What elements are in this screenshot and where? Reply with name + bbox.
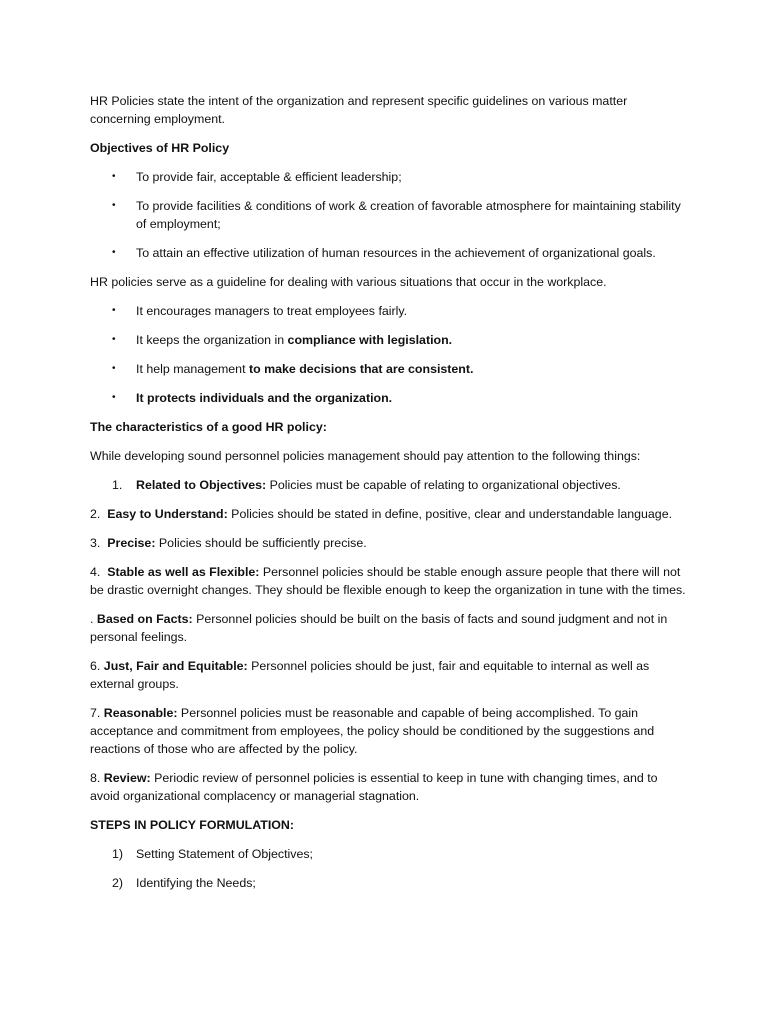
bullet-icon: • [112, 392, 116, 403]
list-item: • It keeps the organization in compliance with legislation. [112, 333, 453, 347]
list-item: • To provide fair, acceptable & efficient leadership; [112, 170, 402, 184]
step-item: 2) Identifying the Needs; [112, 876, 256, 890]
bullet-icon: • [112, 200, 116, 211]
characteristic-item: 8. Review: Periodic review of personnel policies is essential to keep in tune with changing times, and to avoid organizational complacency or managerial stagnation. [90, 771, 658, 803]
bullet-icon: • [112, 305, 116, 316]
bullet-icon: • [112, 334, 116, 345]
bullet-icon: • [112, 247, 116, 258]
characteristic-item: 7. Reasonable: Personnel policies must be reasonable and capable of being accomplished. To gain acceptance and commitment from employees, the policy should be conditioned by the suggestions and reactions of those who are affected by the policy. [90, 706, 655, 756]
list-item: • It protects individuals and the organization. [112, 391, 393, 405]
list-item: • It encourages managers to treat employees fairly. [112, 304, 408, 318]
list-item: • To provide facilities & conditions of work & creation of favorable atmosphere for maintaining stability of employment; [112, 199, 681, 231]
characteristic-item: 2. Easy to Understand: Policies should be stated in define, positive, clear and understandable language. [90, 507, 673, 521]
list-item: • It help management to make decisions that are consistent. [112, 362, 474, 376]
characteristics-heading: The characteristics of a good HR policy: [90, 420, 327, 434]
bullet-icon: • [112, 363, 116, 374]
guideline-paragraph: HR policies serve as a guideline for dealing with various situations that occur in the workplace. [90, 275, 607, 289]
characteristics-intro: While developing sound personnel policies management should pay attention to the following things: [90, 449, 641, 463]
list-item: • To attain an effective utilization of human resources in the achievement of organizational goals. [112, 246, 656, 260]
characteristic-item: 3. Precise: Policies should be sufficiently precise. [90, 536, 367, 550]
characteristic-item: 4. Stable as well as Flexible: Personnel policies should be stable enough assure people that there will not be drastic overnight changes. They should be flexible enough to keep the organization in tune with the times. [90, 565, 686, 597]
characteristic-item: 1. Related to Objectives: Policies must be capable of relating to organizational objectives. [112, 478, 621, 492]
steps-heading: STEPS IN POLICY FORMULATION: [90, 818, 294, 832]
objectives-list [90, 168, 690, 262]
intro-paragraph: HR Policies state the intent of the organization and represent specific guidelines on various matter concerning employment. [90, 94, 628, 126]
bullet-icon: • [112, 171, 116, 182]
characteristic-item: 6. Just, Fair and Equitable: Personnel policies should be just, fair and equitable to internal as well as external groups. [90, 659, 650, 691]
objectives-heading: Objectives of HR Policy [90, 141, 230, 155]
step-item: 1) Setting Statement of Objectives; [112, 847, 314, 861]
benefits-list [90, 302, 690, 407]
characteristic-item: . Based on Facts: Personnel policies should be built on the basis of facts and sound judgment and not in personal feelings. [90, 612, 668, 644]
document-page [90, 92, 690, 903]
